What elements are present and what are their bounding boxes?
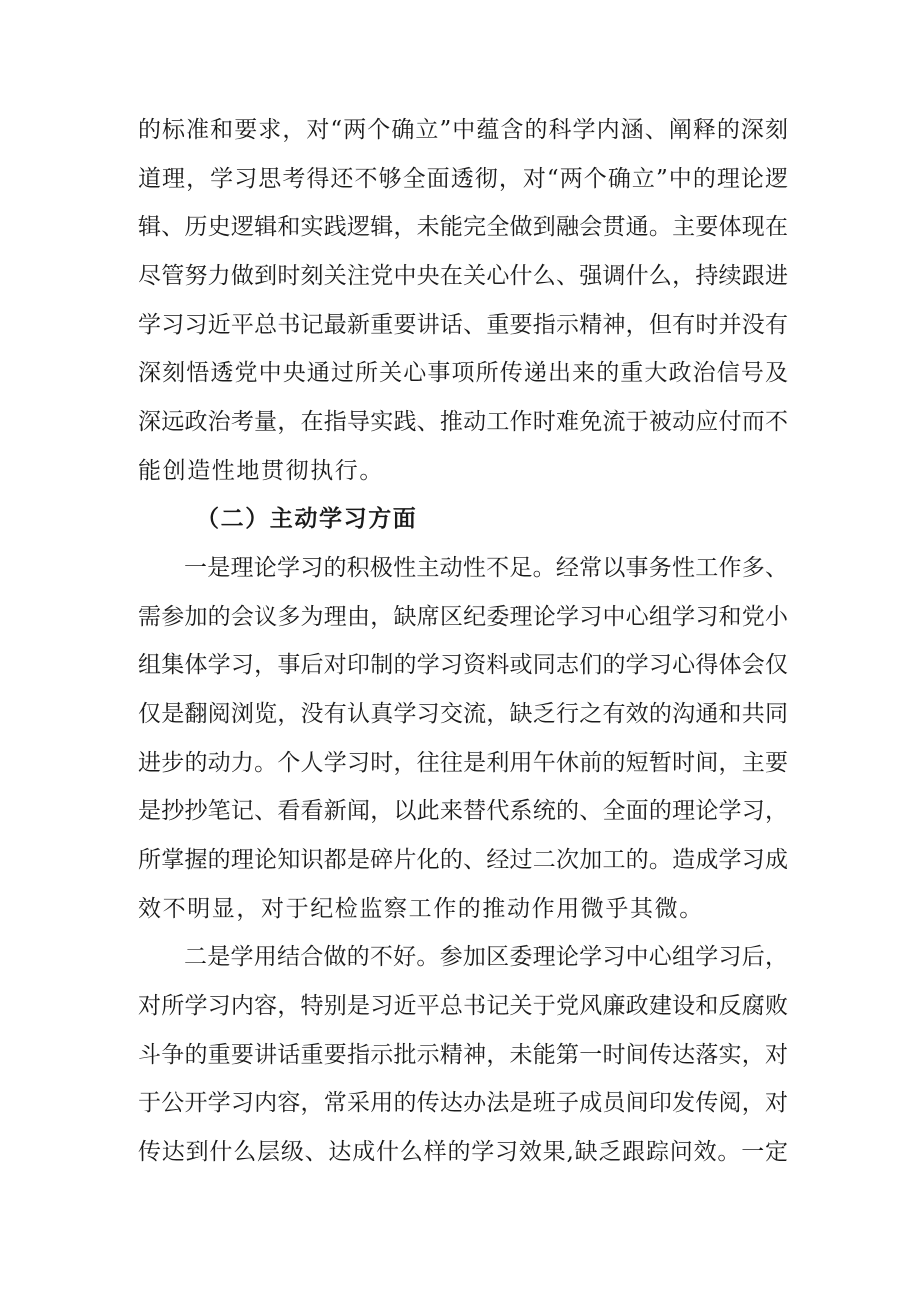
text-line: 辑、历史逻辑和实践逻辑，未能完全做到融会贯通。主要体现在 <box>138 214 788 240</box>
text-line: 尽管努力做到时刻关注党中央在关心什么、强调什么，持续跟进 <box>138 263 788 289</box>
text-line: 于公开学习内容，常采用的传达办法是班子成员间印发传阅，对 <box>138 1090 788 1116</box>
text-line: 对所学习内容，特别是习近平总书记关于党风廉政建设和反腐败 <box>138 993 788 1019</box>
text-line: 的标准和要求，对“两个确立”中蕴含的科学内涵、阐释的深刻 <box>138 117 788 143</box>
text-line: 效不明显，对于纪检监察工作的推动作用微乎其微。 <box>138 896 704 922</box>
text-line: 所掌握的理论知识都是碎片化的、经过二次加工的。造成学习成 <box>138 847 788 873</box>
text-line: 组集体学习，事后对印制的学习资料或同志们的学习心得体会仅 <box>138 652 788 678</box>
text-line: 仅是翻阅浏览，没有认真学习交流，缺乏行之有效的沟通和共同 <box>138 701 788 727</box>
paragraph-first-line: 二是学用结合做的不好。参加区委理论学习中心组学习后， <box>184 944 788 970</box>
text-line: 斗争的重要讲话重要指示批示精神，未能第一时间传达落实，对 <box>138 1042 788 1068</box>
text-line: 进步的动力。个人学习时，往往是利用午休前的短暂时间，主要 <box>138 750 788 776</box>
text-line: 能创造性地贯彻执行。 <box>138 458 384 484</box>
text-line: 深远政治考量，在指导实践、推动工作时难免流于被动应付而不 <box>138 409 788 435</box>
text-line: 是抄抄笔记、看看新闻，以此来替代系统的、全面的理论学习， <box>138 798 788 824</box>
text-line: 传达到什么层级、达成什么样的学习效果,缺乏跟踪问效。一定 <box>138 1139 788 1165</box>
text-line: 深刻悟透党中央通过所关心事项所传递出来的重大政治信号及 <box>138 360 788 386</box>
text-line: 学习习近平总书记最新重要讲话、重要指示精神，但有时并没有 <box>138 312 788 338</box>
section-heading: （二）主动学习方面 <box>196 505 418 532</box>
text-line: 道理，学习思考得还不够全面透彻，对“两个确立”中的理论逻 <box>138 166 788 192</box>
paragraph-first-line: 一是理论学习的积极性主动性不足。经常以事务性工作多、 <box>184 555 788 581</box>
text-line: 需参加的会议多为理由，缺席区纪委理论学习中心组学习和党小 <box>138 604 788 630</box>
